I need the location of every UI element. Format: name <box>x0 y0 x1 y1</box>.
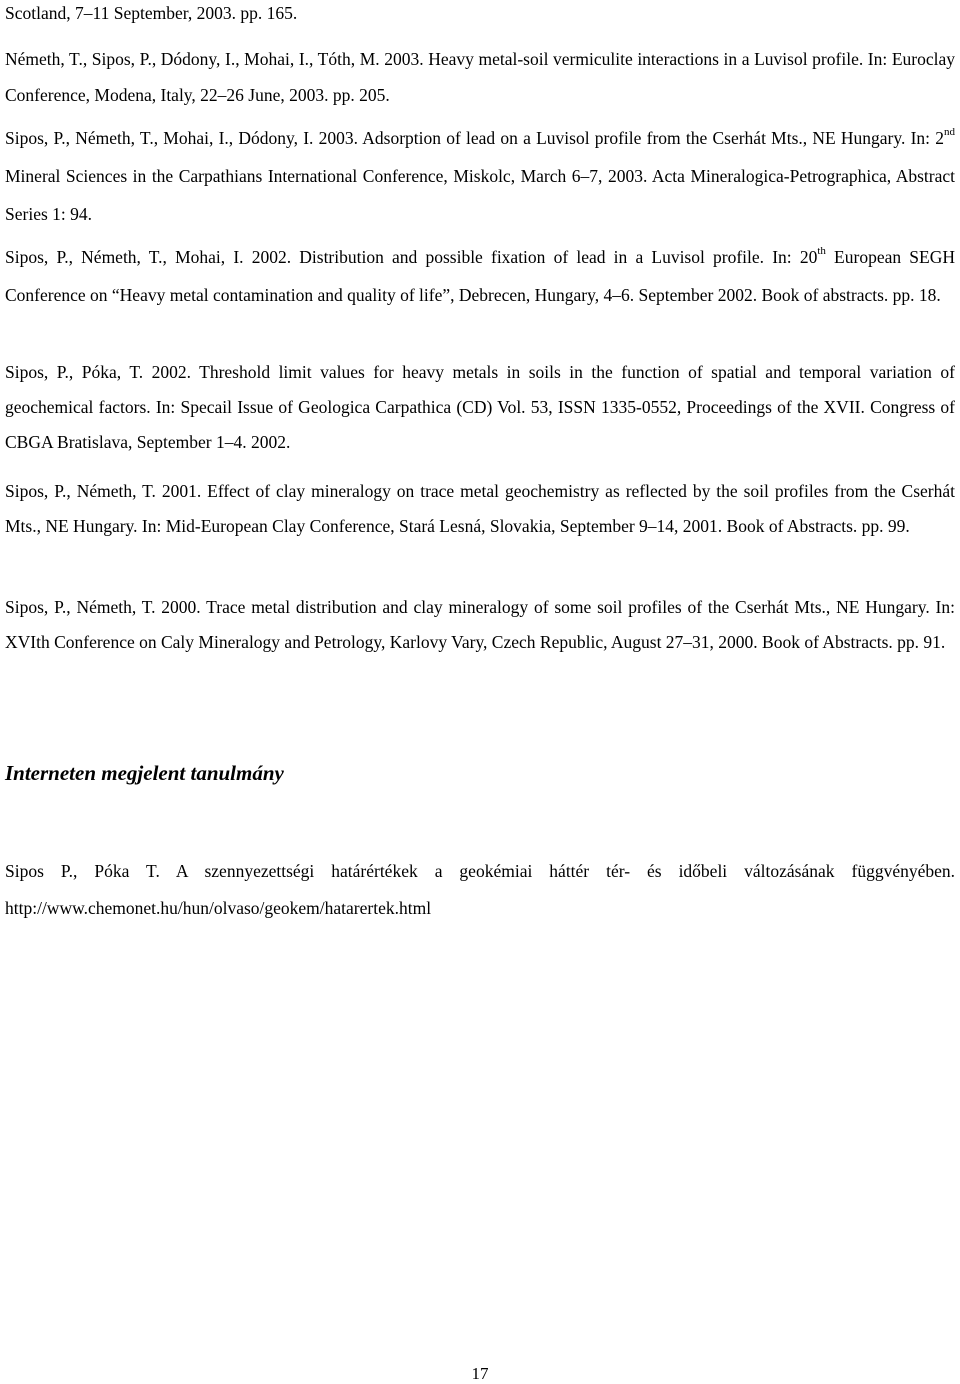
reference-text: Németh, T., Sipos, P., Dódony, I., Mohai, I., Tóth, M. 2003. Heavy metal-soil vermiculite interactions in a Luvisol profile. In: Euroclay Conference, Modena, Italy, 22–26 June, 2003. pp. 205. <box>5 49 955 105</box>
publication-text: Sipos P., Póka T. A szennyezettségi határértékek a geokémiai háttér tér- és időbeli változásának függvényében. <box>5 861 955 881</box>
online-publication-entry <box>5 853 955 927</box>
reference-text: Sipos, P., Németh, T., Mohai, I. 2002. Distribution and possible fixation of lead in a Luvisol profile. In: 20 <box>5 247 818 267</box>
reference-text: Scotland, 7–11 September, 2003. pp. 165. <box>5 3 298 23</box>
reference-text: Sipos, P., Németh, T. 2001. Effect of clay mineralogy on trace metal geochemistry as reflected by the soil profiles from the Cserhát Mts., NE Hungary. In: Mid-European Clay Conference, Stará Lesná, Slovakia, September 9–14, 2001. Book of Abstracts. pp. 99. <box>5 481 955 536</box>
page-number: 17 <box>471 1364 489 1383</box>
section-heading: Interneten megjelent tanulmány <box>5 761 284 785</box>
publication-url[interactable]: http://www.chemonet.hu/hun/olvaso/geokem/hatarertek.html <box>5 898 432 918</box>
ordinal-superscript: th <box>817 245 826 258</box>
reference-entry <box>5 0 955 31</box>
ordinal-superscript: nd <box>944 126 955 139</box>
reference-entry <box>5 238 955 314</box>
reference-entry <box>5 41 955 113</box>
reference-text: Sipos, P., Póka, T. 2002. Threshold limit values for heavy metals in soils in the function of spatial and temporal variation of geochemical factors. In: Specail Issue of Geologica Carpathica (CD) Vol. 53, ISSN 1335-0552, Proceedings of the XVII. Congress of CBGA Bratislava, September 1–4. 2002. <box>5 362 955 452</box>
reference-entry <box>5 119 955 233</box>
reference-text: European SEGH Conference on “Heavy metal contamination and quality of life”, Debrecen, Hungary, 4–6. September 2002. Book of abstracts. pp. 18. <box>5 247 955 305</box>
reference-text: Sipos, P., Németh, T., Mohai, I., Dódony, I. 2003. Adsorption of lead on a Luvisol profile from the Cserhát Mts., NE Hungary. In: 2 <box>5 128 944 148</box>
reference-entry <box>5 355 955 460</box>
reference-text: Sipos, P., Németh, T. 2000. Trace metal distribution and clay mineralogy of some soil profiles of the Cserhát Mts., NE Hungary. In: XVIth Conference on Caly Mineralogy and Petrology, Karlovy Vary, Czech Republic, August 27–31, 2000. Book of Abstracts. pp. 91. <box>5 597 955 652</box>
reference-entry <box>5 590 955 660</box>
reference-text: Mineral Sciences in the Carpathians International Conference, Miskolc, March 6–7, 2003. Acta Mineralogica-Petrographica, Abstract Series 1: 94. <box>5 166 955 224</box>
reference-entry <box>5 474 955 544</box>
